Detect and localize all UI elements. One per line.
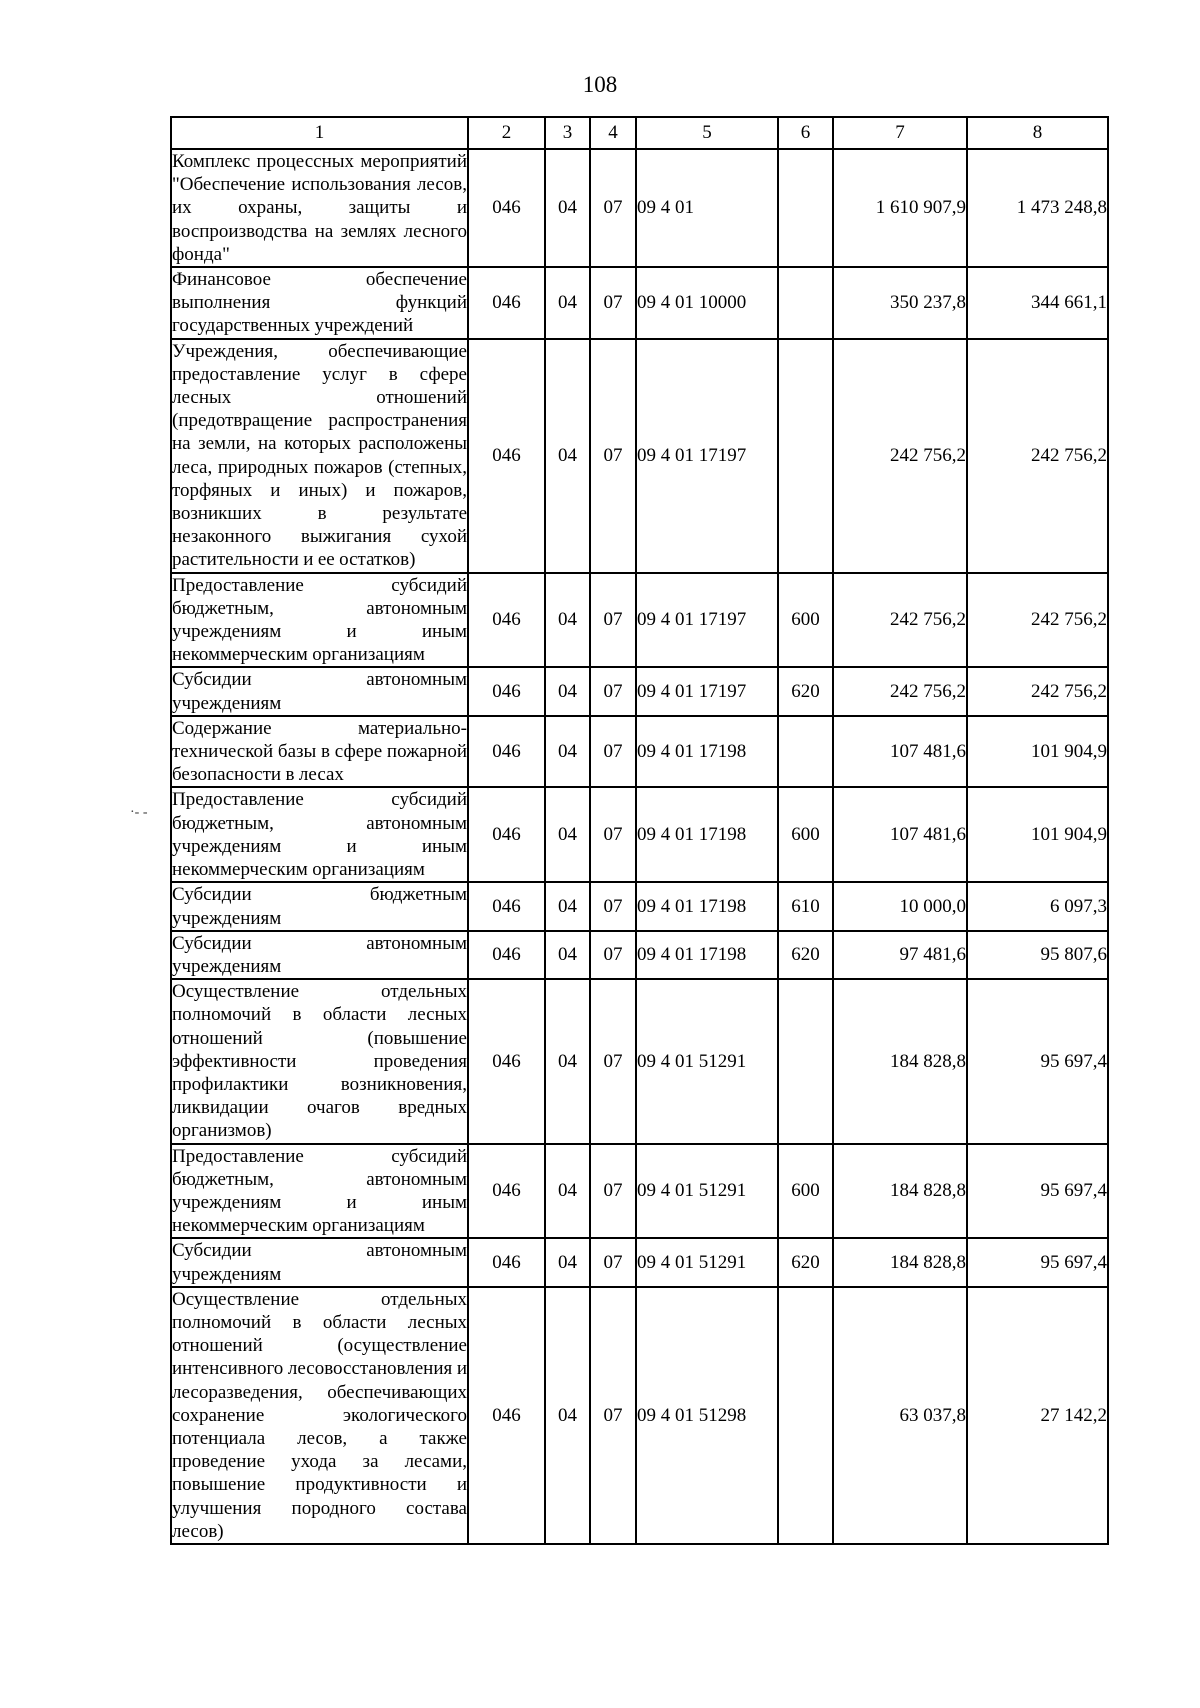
section-code-cell: 04 bbox=[545, 979, 590, 1143]
expense-type-cell: 620 bbox=[778, 1238, 833, 1286]
expense-type-cell bbox=[778, 149, 833, 267]
item-name-cell: Финансовое обеспечение выполнения функций государственных учреждений bbox=[171, 267, 468, 339]
table-body bbox=[171, 149, 1108, 1544]
section-code-cell: 04 bbox=[545, 573, 590, 668]
section-code-cell: 04 bbox=[545, 667, 590, 715]
expense-type-cell bbox=[778, 267, 833, 339]
table-row bbox=[171, 787, 1108, 882]
header-row bbox=[171, 117, 1108, 149]
table-row bbox=[171, 573, 1108, 668]
target-article-cell: 09 4 01 51291 bbox=[636, 1144, 778, 1239]
item-name-cell: Осуществление отдельных полномочий в области лесных отношений (осуществление интенсивного лесовосстановления и лесоразведения, обеспечивающих сохранение экологического потенциала лесов, а также проведение ухода за лесами, повышение продуктивности и улучшения породного состава лесов) bbox=[171, 1287, 468, 1544]
item-name-cell: Комплекс процессных мероприятий "Обеспечение использования лесов, их охраны, защиты и воспроизводства на землях лесного фонда" bbox=[171, 149, 468, 267]
section-code-cell: 04 bbox=[545, 716, 590, 788]
item-name-cell: Осуществление отдельных полномочий в области лесных отношений (повышение эффективности проведения профилактики возникновения, ликвидации очагов вредных организмов) bbox=[171, 979, 468, 1143]
expense-type-cell: 600 bbox=[778, 573, 833, 668]
subsection-code-cell: 07 bbox=[590, 667, 636, 715]
amount-plan-cell: 63 037,8 bbox=[833, 1287, 967, 1544]
amount-actual-cell: 95 697,4 bbox=[967, 1238, 1108, 1286]
item-name-cell: Субсидии автономным учреждениям bbox=[171, 667, 468, 715]
item-name-cell: Субсидии автономным учреждениям bbox=[171, 931, 468, 979]
admin-code-cell: 046 bbox=[468, 667, 545, 715]
admin-code-cell: 046 bbox=[468, 149, 545, 267]
section-code-cell: 04 bbox=[545, 882, 590, 930]
table-row bbox=[171, 716, 1108, 788]
target-article-cell: 09 4 01 17198 bbox=[636, 931, 778, 979]
item-name-cell: Предоставление субсидий бюджетным, автономным учреждениям и иным некоммерческим организациям bbox=[171, 787, 468, 882]
column-header: 3 bbox=[545, 117, 590, 149]
column-header: 4 bbox=[590, 117, 636, 149]
subsection-code-cell: 07 bbox=[590, 716, 636, 788]
subsection-code-cell: 07 bbox=[590, 979, 636, 1143]
admin-code-cell: 046 bbox=[468, 787, 545, 882]
amount-plan-cell: 107 481,6 bbox=[833, 787, 967, 882]
target-article-cell: 09 4 01 51291 bbox=[636, 1238, 778, 1286]
amount-plan-cell: 242 756,2 bbox=[833, 667, 967, 715]
target-article-cell: 09 4 01 17197 bbox=[636, 667, 778, 715]
expense-type-cell bbox=[778, 979, 833, 1143]
amount-plan-cell: 184 828,8 bbox=[833, 1238, 967, 1286]
table-row bbox=[171, 149, 1108, 267]
target-article-cell: 09 4 01 17197 bbox=[636, 339, 778, 573]
amount-actual-cell: 242 756,2 bbox=[967, 667, 1108, 715]
page-number: 108 bbox=[582, 72, 618, 97]
admin-code-cell: 046 bbox=[468, 882, 545, 930]
amount-actual-cell: 27 142,2 bbox=[967, 1287, 1108, 1544]
section-code-cell: 04 bbox=[545, 787, 590, 882]
subsection-code-cell: 07 bbox=[590, 339, 636, 573]
target-article-cell: 09 4 01 51298 bbox=[636, 1287, 778, 1544]
table-row bbox=[171, 1287, 1108, 1544]
table-row bbox=[171, 339, 1108, 573]
subsection-code-cell: 07 bbox=[590, 267, 636, 339]
amount-actual-cell: 344 661,1 bbox=[967, 267, 1108, 339]
amount-plan-cell: 242 756,2 bbox=[833, 573, 967, 668]
admin-code-cell: 046 bbox=[468, 267, 545, 339]
amount-plan-cell: 107 481,6 bbox=[833, 716, 967, 788]
target-article-cell: 09 4 01 17198 bbox=[636, 882, 778, 930]
amount-actual-cell: 6 097,3 bbox=[967, 882, 1108, 930]
subsection-code-cell: 07 bbox=[590, 787, 636, 882]
table-row bbox=[171, 667, 1108, 715]
item-name-cell: Субсидии автономным учреждениям bbox=[171, 1238, 468, 1286]
admin-code-cell: 046 bbox=[468, 339, 545, 573]
amount-plan-cell: 350 237,8 bbox=[833, 267, 967, 339]
subsection-code-cell: 07 bbox=[590, 573, 636, 668]
item-name-cell: Содержание материально-технической базы в сфере пожарной безопасности в лесах bbox=[171, 716, 468, 788]
amount-plan-cell: 10 000,0 bbox=[833, 882, 967, 930]
budget-table bbox=[170, 116, 1109, 1545]
section-code-cell: 04 bbox=[545, 1287, 590, 1544]
table-row bbox=[171, 979, 1108, 1143]
item-name-cell: Учреждения, обеспечивающие предоставление услуг в сфере лесных отношений (предотвращение распространения на земли, на которых расположены леса, природных пожаров (степных, торфяных и иных) и пожаров, возникших в результате незаконного выжигания сухой растительности и ее остатков) bbox=[171, 339, 468, 573]
expense-type-cell: 620 bbox=[778, 931, 833, 979]
table-row bbox=[171, 1238, 1108, 1286]
target-article-cell: 09 4 01 bbox=[636, 149, 778, 267]
admin-code-cell: 046 bbox=[468, 1144, 545, 1239]
expense-type-cell: 620 bbox=[778, 667, 833, 715]
target-article-cell: 09 4 01 10000 bbox=[636, 267, 778, 339]
admin-code-cell: 046 bbox=[468, 931, 545, 979]
target-article-cell: 09 4 01 17197 bbox=[636, 573, 778, 668]
amount-actual-cell: 242 756,2 bbox=[967, 573, 1108, 668]
section-code-cell: 04 bbox=[545, 267, 590, 339]
amount-actual-cell: 101 904,9 bbox=[967, 716, 1108, 788]
admin-code-cell: 046 bbox=[468, 1238, 545, 1286]
item-name-cell: Субсидии бюджетным учреждениям bbox=[171, 882, 468, 930]
subsection-code-cell: 07 bbox=[590, 931, 636, 979]
subsection-code-cell: 07 bbox=[590, 1238, 636, 1286]
admin-code-cell: 046 bbox=[468, 979, 545, 1143]
target-article-cell: 09 4 01 17198 bbox=[636, 716, 778, 788]
item-name-cell: Предоставление субсидий бюджетным, автономным учреждениям и иным некоммерческим организациям bbox=[171, 1144, 468, 1239]
column-header: 1 bbox=[171, 117, 468, 149]
target-article-cell: 09 4 01 17198 bbox=[636, 787, 778, 882]
amount-actual-cell: 101 904,9 bbox=[967, 787, 1108, 882]
scan-mark: ·‑ ‑ bbox=[130, 805, 148, 820]
table-row bbox=[171, 931, 1108, 979]
amount-plan-cell: 1 610 907,9 bbox=[833, 149, 967, 267]
table-row bbox=[171, 882, 1108, 930]
column-header: 8 bbox=[967, 117, 1108, 149]
amount-actual-cell: 242 756,2 bbox=[967, 339, 1108, 573]
admin-code-cell: 046 bbox=[468, 573, 545, 668]
section-code-cell: 04 bbox=[545, 1238, 590, 1286]
expense-type-cell bbox=[778, 339, 833, 573]
amount-plan-cell: 97 481,6 bbox=[833, 931, 967, 979]
amount-plan-cell: 184 828,8 bbox=[833, 979, 967, 1143]
amount-actual-cell: 95 807,6 bbox=[967, 931, 1108, 979]
column-header: 7 bbox=[833, 117, 967, 149]
amount-actual-cell: 95 697,4 bbox=[967, 979, 1108, 1143]
column-header: 6 bbox=[778, 117, 833, 149]
section-code-cell: 04 bbox=[545, 931, 590, 979]
subsection-code-cell: 07 bbox=[590, 882, 636, 930]
subsection-code-cell: 07 bbox=[590, 1144, 636, 1239]
amount-plan-cell: 184 828,8 bbox=[833, 1144, 967, 1239]
table-row bbox=[171, 267, 1108, 339]
subsection-code-cell: 07 bbox=[590, 1287, 636, 1544]
expense-type-cell bbox=[778, 1287, 833, 1544]
section-code-cell: 04 bbox=[545, 1144, 590, 1239]
section-code-cell: 04 bbox=[545, 339, 590, 573]
amount-actual-cell: 95 697,4 bbox=[967, 1144, 1108, 1239]
amount-actual-cell: 1 473 248,8 bbox=[967, 149, 1108, 267]
item-name-cell: Предоставление субсидий бюджетным, автономным учреждениям и иным некоммерческим организациям bbox=[171, 573, 468, 668]
expense-type-cell: 600 bbox=[778, 1144, 833, 1239]
section-code-cell: 04 bbox=[545, 149, 590, 267]
column-header: 2 bbox=[468, 117, 545, 149]
expense-type-cell: 610 bbox=[778, 882, 833, 930]
column-header: 5 bbox=[636, 117, 778, 149]
amount-plan-cell: 242 756,2 bbox=[833, 339, 967, 573]
target-article-cell: 09 4 01 51291 bbox=[636, 979, 778, 1143]
admin-code-cell: 046 bbox=[468, 1287, 545, 1544]
expense-type-cell bbox=[778, 716, 833, 788]
subsection-code-cell: 07 bbox=[590, 149, 636, 267]
expense-type-cell: 600 bbox=[778, 787, 833, 882]
table-row bbox=[171, 1144, 1108, 1239]
admin-code-cell: 046 bbox=[468, 716, 545, 788]
